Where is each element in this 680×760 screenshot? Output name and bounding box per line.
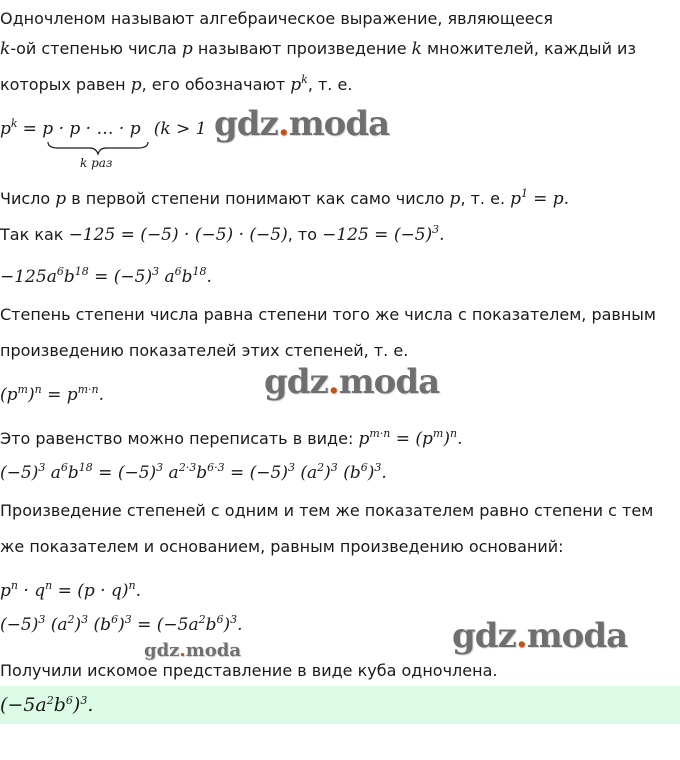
expansion-line: $(-5)^3$ $a^6b^{18} = (-5)^3$ $a^{2\cdot 3}b^{6\cdot 3} = (-5)^3$ $(a^2)^3$ $(b^6)^3$. [0, 461, 387, 483]
product-rule-formula: $p^n \cdot q^n = (p \cdot q)^n$. [0, 579, 141, 601]
conclusion-line: Получили искомое представление в виде куба одночлена. [0, 661, 498, 680]
definition-line-1: Одночленом называют алгебраическое выражение, являющееся [0, 9, 554, 28]
power-definition-formula: $p^k = p \cdot p$ · … · p (k > 1 [0, 117, 207, 139]
definition-line-2: k-ой степенью числа p называют произведение k множителей, каждый из [0, 39, 636, 59]
power-of-power-formula: $(p^m)^n = p^{m\cdot n}$. [0, 383, 105, 405]
watermark-2: gdz.moda [264, 362, 440, 402]
example-line: Так как −125 = (−5) · (−5) · (−5), то $-125 = (-5)^3$. [0, 223, 445, 245]
watermark-1: gdz.moda [214, 104, 390, 144]
result-formula: $(-5)^3$ $(a^2)^3$ $(b^6)^3 = (-5a^2b^6)^3$. [0, 613, 243, 635]
monomial-line: $-125a^6b^{18} = (-5)^3$ $a^6b^{18}$. [0, 265, 212, 287]
product-rule-line-2: же показателем и основанием, равным произведению оснований: [0, 537, 564, 556]
answer-highlight [0, 686, 680, 724]
underbrace [46, 140, 150, 156]
rewrite-line: Это равенство можно переписать в виде: $p^{m\cdot n} = (p^m)^n$. [0, 427, 463, 449]
definition-line-3: которых равен p, его обозначают $p^k$, т. е. [0, 73, 353, 95]
product-rule-line-1: Произведение степеней с одним и тем же показателем равно степени с тем [0, 501, 654, 520]
watermark-3: gdz.moda [144, 640, 241, 661]
first-power-line: Число p в первой степени понимают как само число p, т. е. $p^1 = p$. [0, 187, 570, 209]
rule-line-1: Степень степени числа равна степени того же числа с показателем, равным [0, 305, 656, 324]
rule-line-2: произведению показателей этих степеней, т. е. [0, 341, 409, 360]
underbrace-label: k раз [80, 156, 113, 170]
answer-formula: $(-5a^2b^6)^3$. [0, 694, 94, 716]
watermark-4: gdz.moda [452, 616, 628, 656]
